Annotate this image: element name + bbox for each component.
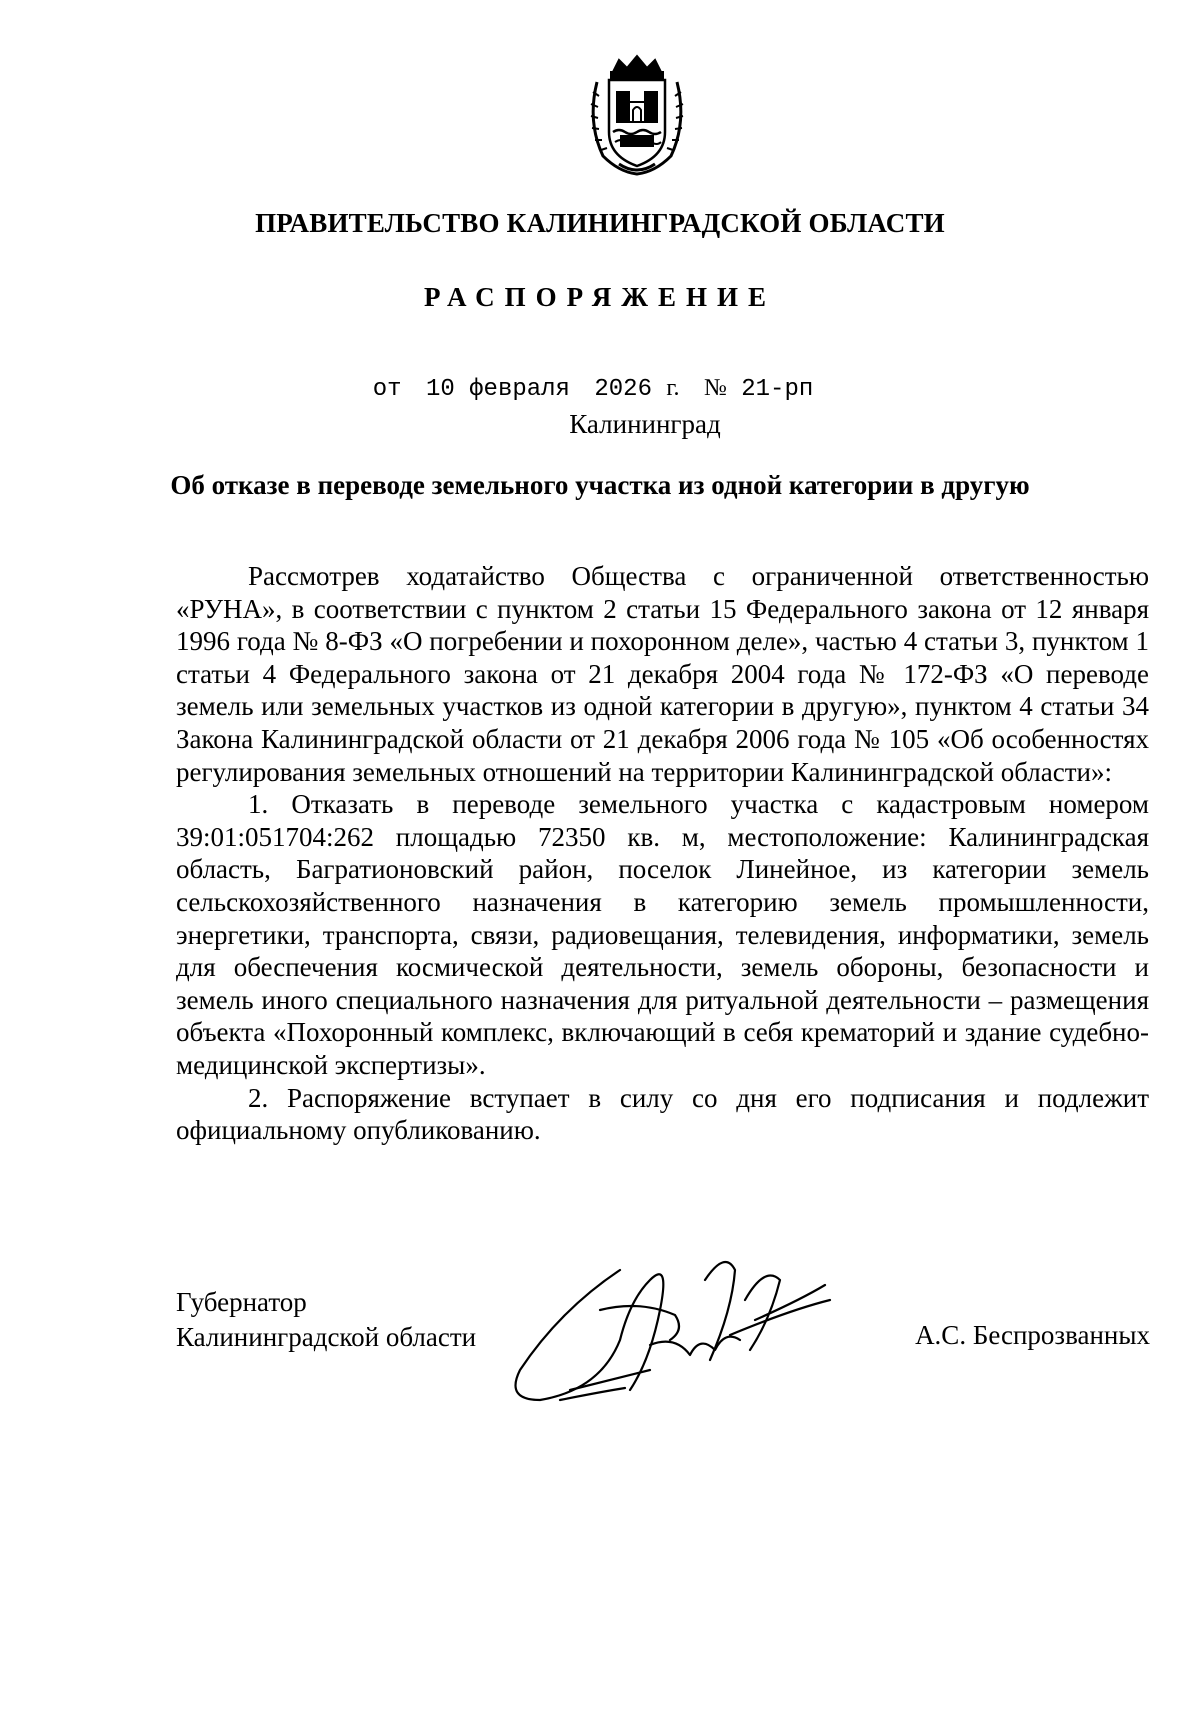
document-number: 21-рп [741, 376, 814, 403]
handwritten-signature-icon [500, 1240, 910, 1415]
signatory-position [176, 1285, 476, 1355]
document-subject: Об отказе в переводе земельного участка из одной категории в другую [170, 470, 1030, 500]
organization-name: ПРАВИТЕЛЬСТВО КАЛИНИНГРАДСКОЙ ОБЛАСТИ [255, 208, 945, 238]
document-body [176, 560, 1149, 1147]
paragraph-preamble: Рассмотрев ходатайство Общества с ограниченной ответственностью «РУНА», в соответствии с пунктом 2 статьи 15 Федерального закона от 12 января 1996 года № 8-ФЗ «О погребении и похоронном деле», частью 4 статьи 3, пунктом 1 статьи 4 Федерального закона от 21 декабря 2004 года № 172-ФЗ «О переводе земель или земельных участков из одной категории в другую», пунктом 4 статьи 34 Закона Калининградской области от 21 декабря 2006 года № 105 «Об особенностях регулирования земельных отношений на территории Калининградской области»: [176, 561, 1149, 787]
position-line-1: Губернатор [176, 1287, 307, 1317]
year-suffix: г. [666, 375, 680, 401]
city: Калининград [569, 409, 721, 439]
paragraph-item-1: 1. Отказать в переводе земельного участка с кадастровым номером 39:01:051704:262 площадью 72350 кв. м, местоположение: Калининградская область, Багратионовский район, поселок Линейное, из категории земель сельскохозяйственного назначения в категорию земель промышленности, энергетики, транспорта, связи, радиовещания, телевидения, информатики, земель для обеспечения космической деятельности, земель обороны, безопасности и земель иного специального назначения для ритуальной деятельности – размещения объекта «Похоронный комплекс, включающий в себя крематорий и здание судебно-медицинской экспертизы». [176, 789, 1149, 1080]
document-year: 2026 [594, 376, 652, 403]
coat-of-arms-icon [583, 52, 691, 178]
date-prefix: от [372, 376, 402, 403]
position-line-2: Калининградской области [176, 1322, 477, 1352]
document-type: РАСПОРЯЖЕНИЕ [423, 282, 777, 312]
document-date: 10 февраля [425, 376, 570, 403]
date-number-line [0, 375, 1186, 403]
signatory-name: А.С. Беспрозванных [915, 1320, 1150, 1350]
number-sign: № [703, 375, 727, 401]
paragraph-item-2: 2. Распоряжение вступает в силу со дня его подписания и подлежит официальному опубликованию. [176, 1082, 1149, 1146]
